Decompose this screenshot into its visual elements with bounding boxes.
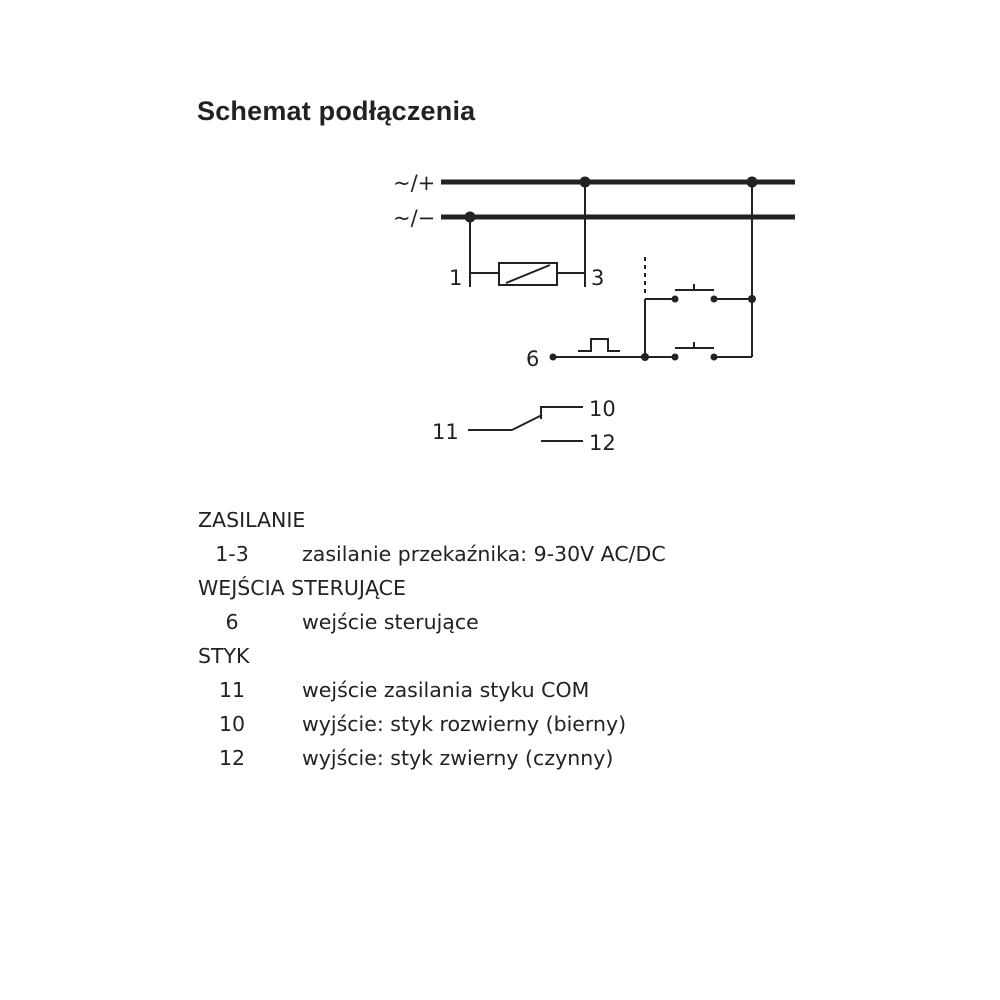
terminal-3-label: 3 <box>591 266 605 290</box>
legend-code: 10 <box>218 712 246 736</box>
legend-code: 1-3 <box>215 542 249 566</box>
terminal-legend <box>198 503 666 775</box>
legend-desc: wyjście: styk zwierny (czynny) <box>302 746 614 770</box>
legend-code: 12 <box>218 746 246 770</box>
legend-row <box>198 707 627 741</box>
contact-dot <box>672 354 679 361</box>
terminal-1-label: 1 <box>449 266 463 290</box>
legend-desc: wyjście: styk rozwierny (bierny) <box>302 712 627 736</box>
legend-row <box>198 673 590 707</box>
page-title: Schemat podłączenia <box>197 96 476 126</box>
legend-desc: wejście zasilania styku COM <box>302 678 590 702</box>
legend-row <box>198 605 479 639</box>
legend-desc: wejście sterujące <box>302 610 479 634</box>
pulse-symbol <box>578 339 620 351</box>
contact-dot <box>711 296 718 303</box>
relay-output-contact <box>468 407 583 441</box>
junction-dot <box>748 295 756 303</box>
legend-row <box>198 741 614 775</box>
terminal-6-dot <box>550 354 557 361</box>
contact-dot <box>672 296 679 303</box>
legend-heading-power: ZASILANIE <box>198 508 306 532</box>
control-input-circuit <box>553 182 752 357</box>
legend-code: 11 <box>218 678 246 702</box>
junction-dot <box>641 353 649 361</box>
relay-coil-circuit <box>470 182 585 287</box>
legend-code: 6 <box>225 610 239 634</box>
legend-desc: zasilanie przekaźnika: 9-30V AC/DC <box>302 542 666 566</box>
rail-plus-label: ~/+ <box>393 171 436 195</box>
legend-heading-contact: STYK <box>198 644 250 668</box>
legend-row <box>198 537 666 571</box>
terminal-11-label: 11 <box>432 420 459 444</box>
terminal-10-label: 10 <box>589 397 616 421</box>
terminal-12-label: 12 <box>589 431 616 455</box>
contact-dot <box>711 354 718 361</box>
legend-heading-control-inputs: WEJŚCIA STERUJĄCE <box>198 576 406 600</box>
rail-minus-label: ~/− <box>393 206 436 230</box>
terminal-6-label: 6 <box>526 347 540 371</box>
